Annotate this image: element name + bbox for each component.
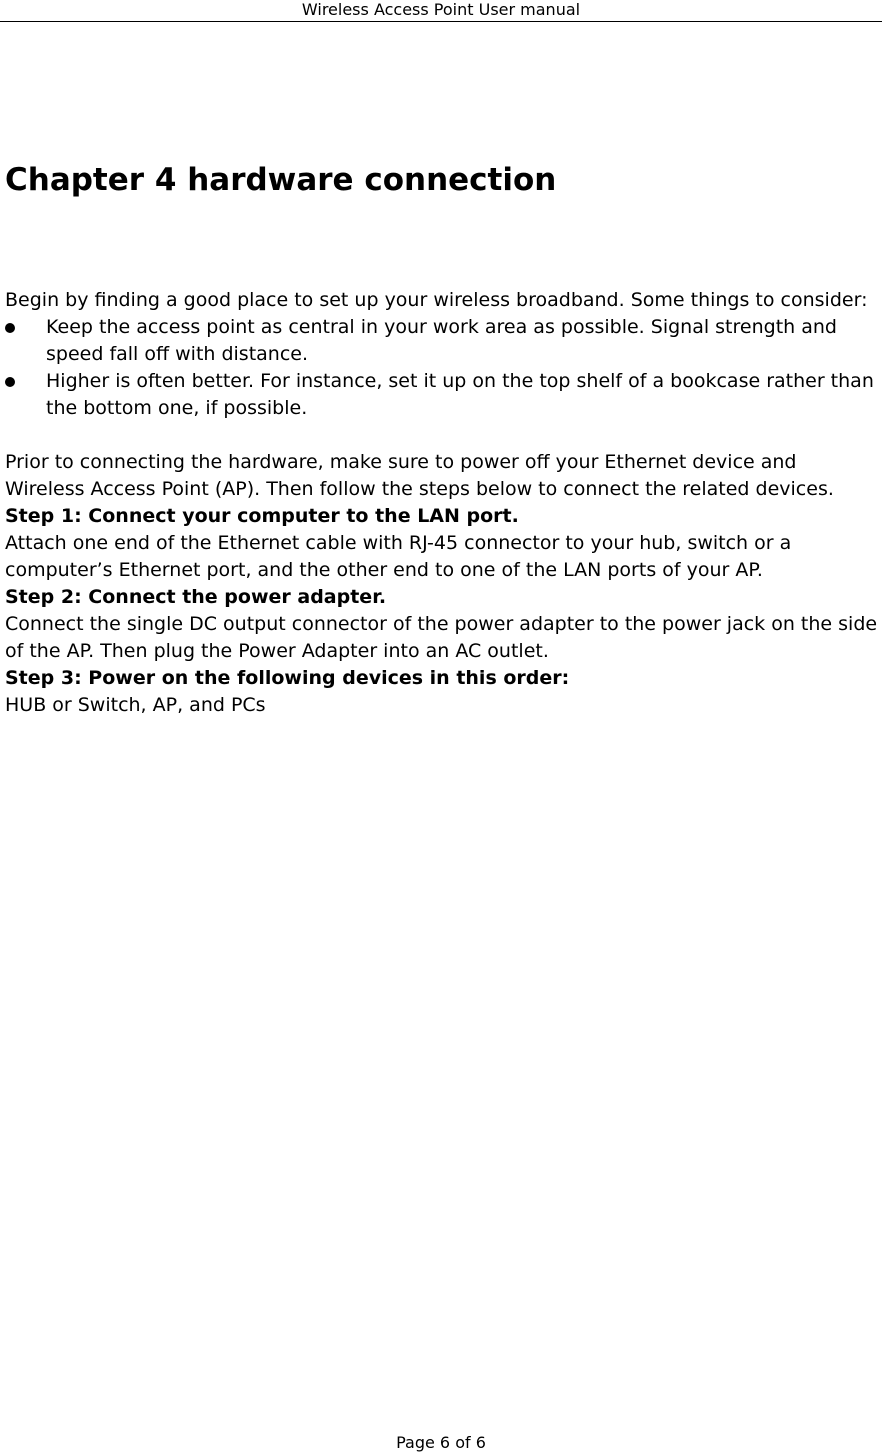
bullet-icon — [5, 323, 15, 333]
paragraph-spacer — [5, 422, 879, 449]
list-item — [5, 368, 879, 422]
considerations-list — [5, 314, 879, 422]
step-3-heading: Step 3: Power on the following devices in this order: — [5, 667, 570, 689]
page-number: Page 6 of 6 — [396, 1433, 486, 1452]
step-1-heading: Step 1: Connect your computer to the LAN port. — [5, 505, 519, 527]
list-item-text: Keep the access point as central in your work area as possible. Signal strength and speed fall off with distance. — [46, 316, 837, 365]
step-3-body: HUB or Switch, AP, and PCs — [5, 694, 266, 716]
page-header — [0, 0, 882, 22]
step-2-body: Connect the single DC output connector of the power adapter to the power jack on the side of the AP. Then plug the Power Adapter into an AC outlet. — [5, 613, 878, 662]
header-title: Wireless Access Point User manual — [301, 0, 581, 19]
main-content — [5, 287, 879, 719]
list-item-text: Higher is often better. For instance, set it up on the top shelf of a bookcase rather than the bottom one, if possible. — [46, 370, 874, 419]
page-footer — [0, 1433, 882, 1453]
prior-paragraph: Prior to connecting the hardware, make sure to power off your Ethernet device and Wireless Access Point (AP). Then follow the steps below to connect the related devices. — [5, 451, 834, 500]
step-2-heading: Step 2: Connect the power adapter. — [5, 586, 387, 608]
bullet-icon — [5, 377, 15, 387]
step-1-body: Attach one end of the Ethernet cable with RJ-45 connector to your hub, switch or a computer’s Ethernet port, and the other end to one of the LAN ports of your AP. — [5, 532, 792, 581]
intro-paragraph: Begin by finding a good place to set up your wireless broadband. Some things to consider: — [5, 289, 868, 311]
list-item — [5, 314, 879, 368]
chapter-title: Chapter 4 hardware connection — [5, 162, 557, 198]
